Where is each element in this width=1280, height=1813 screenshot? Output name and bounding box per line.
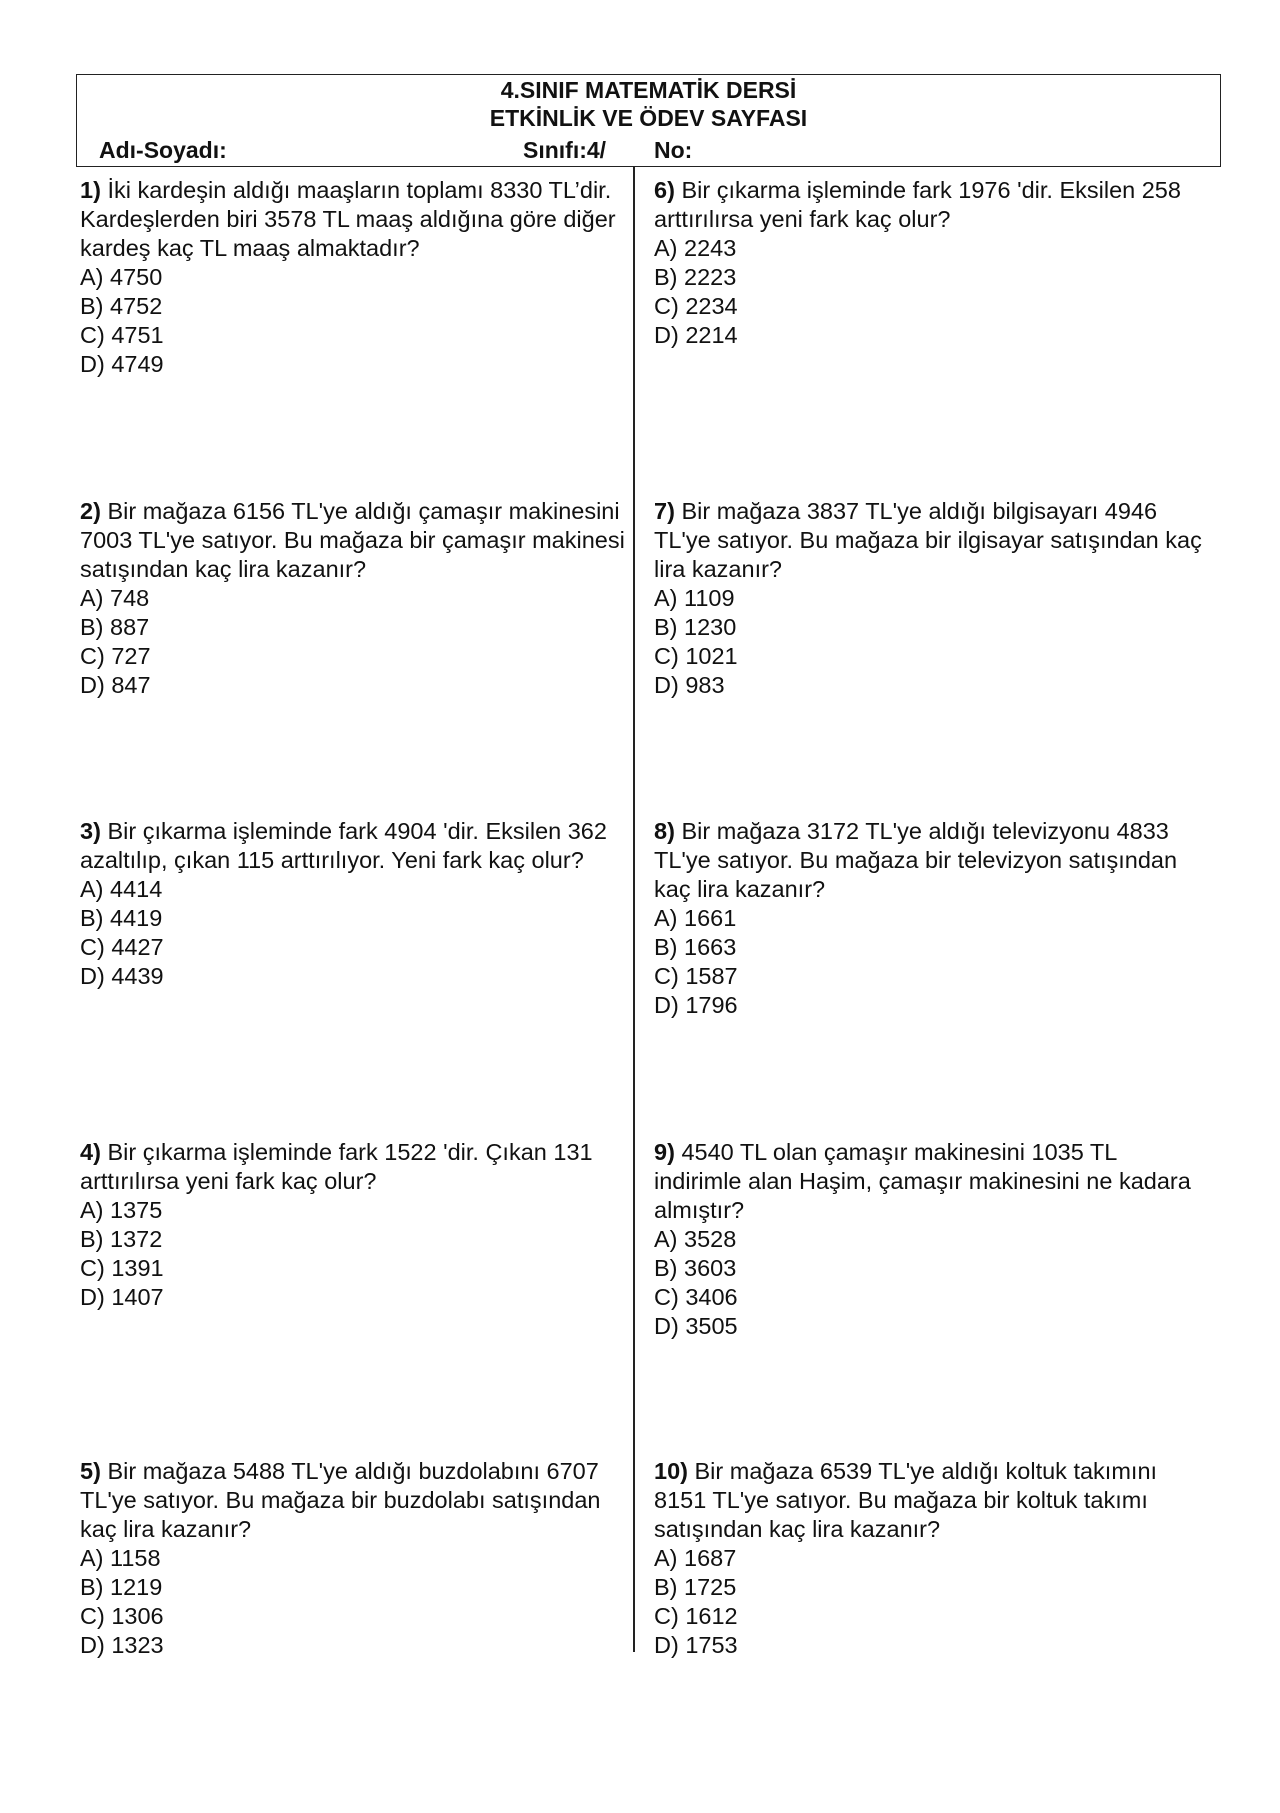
worksheet-title: 4.SINIF MATEMATİK DERSİ: [500, 77, 797, 103]
option-a: A) 1375: [80, 1197, 163, 1223]
question-number: 5): [80, 1458, 101, 1484]
option-b: B) 887: [80, 614, 150, 640]
question-text: Bir mağaza 5488 TL'ye aldığı buzdolabını 6707 TL'ye satıyor. Bu mağaza bir buzdolabı satışından kaç lira kazanır?: [80, 1458, 601, 1542]
question-5: [80, 1457, 630, 1660]
question-text: Bir mağaza 3172 TL'ye aldığı televizyonu 4833 TL'ye satıyor. Bu mağaza bir televizyon satışından kaç lira kazanır?: [654, 818, 1178, 902]
question-text: 4540 TL olan çamaşır makinesini 1035 TL indirimle alan Haşim, çamaşır makinesini ne kadara almıştır?: [654, 1139, 1191, 1223]
question-7: [654, 497, 1204, 700]
option-c: C) 1306: [80, 1603, 164, 1629]
option-a: A) 4750: [80, 264, 163, 290]
question-9: [654, 1138, 1204, 1341]
question-number: 8): [654, 818, 675, 844]
question-number: 6): [654, 177, 675, 203]
question-3: [80, 817, 630, 991]
option-b: B) 1372: [80, 1226, 163, 1252]
question-number: 2): [80, 498, 101, 524]
option-a: A) 4414: [80, 876, 163, 902]
question-number: 9): [654, 1139, 675, 1165]
option-b: B) 4752: [80, 293, 163, 319]
option-c: C) 3406: [654, 1284, 738, 1310]
column-divider: [633, 167, 635, 1652]
option-c: C) 4427: [80, 934, 164, 960]
question-number: 4): [80, 1139, 101, 1165]
question-8: [654, 817, 1204, 1020]
question-number: 10): [654, 1458, 688, 1484]
number-label: No:: [654, 137, 693, 163]
class-label: Sınıfı:4/: [523, 137, 607, 163]
option-c: C) 727: [80, 643, 151, 669]
option-b: B) 1663: [654, 934, 737, 960]
option-b: B) 1230: [654, 614, 737, 640]
question-text: İki kardeşin aldığı maaşların toplamı 8330 TL’dir. Kardeşlerden biri 3578 TL maaş aldığına göre diğer kardeş kaç TL maaş almaktadır?: [80, 177, 616, 261]
question-text: Bir çıkarma işleminde fark 4904 'dir. Eksilen 362 azaltılıp, çıkan 115 arttırılıyor. Yeni fark kaç olur?: [80, 818, 607, 873]
option-a: A) 1109: [654, 585, 735, 611]
option-c: C) 1612: [654, 1603, 738, 1629]
option-c: C) 1587: [654, 963, 738, 989]
option-d: D) 4749: [80, 351, 164, 377]
question-text: Bir mağaza 3837 TL'ye aldığı bilgisayarı 4946 TL'ye satıyor. Bu mağaza bir ilgisayar satışından kaç lira kazanır?: [654, 498, 1202, 582]
question-text: Bir mağaza 6539 TL'ye aldığı koltuk takımını 8151 TL'ye satıyor. Bu mağaza bir koltuk takımı satışından kaç lira kazanır?: [654, 1458, 1158, 1542]
option-b: B) 1219: [80, 1574, 163, 1600]
option-d: D) 4439: [80, 963, 164, 989]
question-text: Bir mağaza 6156 TL'ye aldığı çamaşır makinesini 7003 TL'ye satıyor. Bu mağaza bir çamaşır makinesi satışından kaç lira kazanır?: [80, 498, 625, 582]
option-d: D) 1753: [654, 1632, 738, 1658]
option-d: D) 847: [80, 672, 151, 698]
option-d: D) 1407: [80, 1284, 164, 1310]
option-b: B) 1725: [654, 1574, 737, 1600]
option-d: D) 1796: [654, 992, 738, 1018]
worksheet-subtitle: ETKİNLİK VE ÖDEV SAYFASI: [489, 105, 808, 131]
question-number: 1): [80, 177, 101, 203]
name-label: Adı-Soyadı:: [99, 137, 227, 163]
option-c: C) 1021: [654, 643, 738, 669]
question-number: 3): [80, 818, 101, 844]
option-a: A) 1158: [80, 1545, 161, 1571]
option-c: C) 2234: [654, 293, 738, 319]
option-a: A) 748: [80, 585, 150, 611]
question-2: [80, 497, 630, 700]
question-text: Bir çıkarma işleminde fark 1522 'dir. Çıkan 131 arttırılırsa yeni fark kaç olur?: [80, 1139, 593, 1194]
question-6: [654, 176, 1204, 350]
option-b: B) 3603: [654, 1255, 737, 1281]
option-d: D) 2214: [654, 322, 738, 348]
worksheet-header: [76, 74, 1221, 167]
question-1: [80, 176, 630, 379]
option-a: A) 1661: [654, 905, 737, 931]
option-a: A) 1687: [654, 1545, 737, 1571]
option-b: B) 4419: [80, 905, 163, 931]
option-a: A) 3528: [654, 1226, 737, 1252]
option-c: C) 4751: [80, 322, 164, 348]
option-d: D) 1323: [80, 1632, 164, 1658]
question-number: 7): [654, 498, 675, 524]
question-10: [654, 1457, 1204, 1660]
option-a: A) 2243: [654, 235, 737, 261]
question-4: [80, 1138, 630, 1312]
option-b: B) 2223: [654, 264, 737, 290]
option-c: C) 1391: [80, 1255, 164, 1281]
option-d: D) 983: [654, 672, 725, 698]
option-d: D) 3505: [654, 1313, 738, 1339]
question-text: Bir çıkarma işleminde fark 1976 'dir. Eksilen 258 arttırılırsa yeni fark kaç olur?: [654, 177, 1181, 232]
